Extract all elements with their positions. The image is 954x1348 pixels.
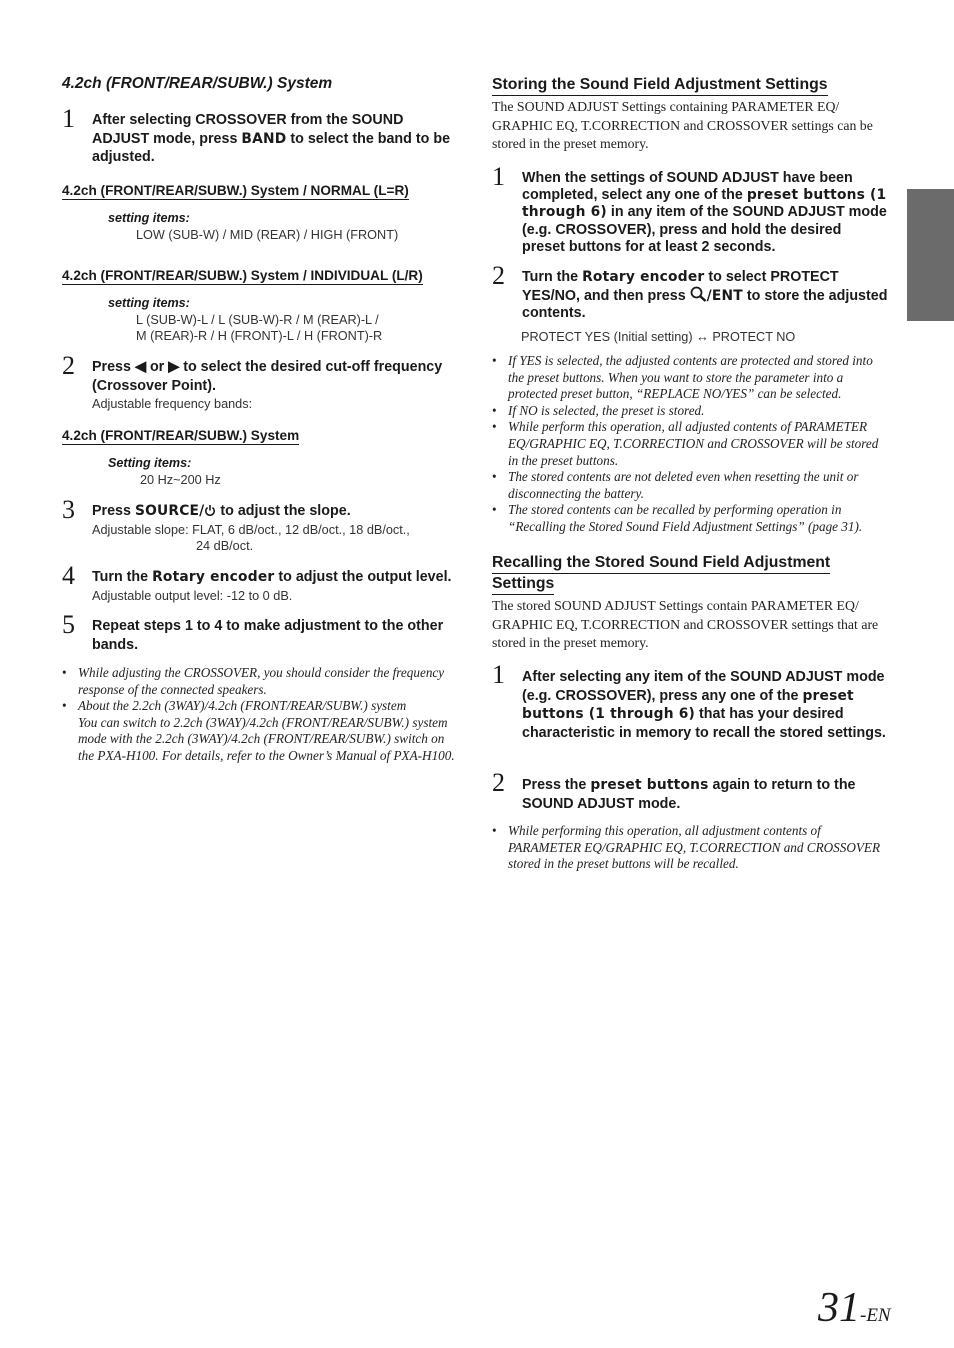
setting-items-label: Setting items: [108,456,192,470]
note-item: • The stored contents are not deleted even when resetting the unit or disconnecting the battery. [492,469,890,502]
store-heading: Storing the Sound Field Adjustment Settings [492,75,828,96]
setting-items-value: 20 Hz~200 Hz [140,473,221,487]
recall-notes [492,823,890,873]
step-number: 2 [492,768,505,797]
right-arrow-icon: ▶ [168,359,180,375]
step-text: Press ◀ or ▶ to select the desired cut-off frequency (Crossover Point). [92,359,443,394]
store-heading-wrap [492,75,828,96]
step-text: Turn the Rotary encoder to select PROTECT YES/NO, and then press /ENT to store the adjusted contents. [522,269,888,321]
store-notes [492,353,890,536]
left-step-4 [62,563,466,605]
step-number: 1 [62,104,75,133]
page-number: 31-EN [818,1285,891,1331]
step-subtext: 24 dB/oct. [196,539,254,553]
left-step-2 [62,353,466,413]
protect-options: PROTECT YES (Initial setting) ↔ PROTECT NO [521,330,796,344]
subsection-heading: 4.2ch (FRONT/REAR/SUBW.) System / NORMAL (L=R) [62,183,409,198]
normal-subsection [62,182,409,200]
step-number: 3 [62,495,75,524]
recall-heading-wrap [492,553,890,595]
rotary-encoder-key: Rotary encoder [152,569,275,585]
step-number: 4 [62,561,75,590]
step-text: After selecting CROSSOVER from the SOUND ADJUST mode, press BAND to select the band to be adjusted. [92,112,451,165]
note-item: • About the 2.2ch (3WAY)/4.2ch (FRONT/REAR/SUBW.) system You can switch to 2.2ch (3WAY)/4.2ch (FRONT/REAR/SUBW.) system mode with the 2.2ch (3WAY)/4.2ch (FRONT/REAR/SUBW.) switch on the PXA-H100. For details, refer to the Owner’s Manual of PXA-H100. [62,698,462,764]
setting-items-value: L (SUB-W)-L / L (SUB-W)-R / M (REAR)-L / [136,313,379,327]
left-step-5 [62,612,466,654]
left-notes [62,665,462,765]
recall-step-1 [492,662,890,762]
note-item: • While performing this operation, all adjustment contents of PARAMETER EQ/GRAPHIC EQ, T.CORRECTION and CROSSOVER stored in the preset buttons will be recalled. [492,823,890,873]
left-step-3 [62,497,466,557]
section-title: 4.2ch (FRONT/REAR/SUBW.) System [62,75,333,92]
source-key: SOURCE/ [134,503,205,519]
step-number: 2 [492,261,505,290]
double-arrow-icon: ↔ [696,330,709,344]
left-step-1 [62,106,466,168]
step-subtext: Adjustable slope: FLAT, 6 dB/oct., 12 dB/oct., 18 dB/oct., [92,523,410,537]
store-intro: The SOUND ADJUST Settings containing PARAMETER EQ/ GRAPHIC EQ, T.CORRECTION and CROSSOVER settings can be stored in the preset memory. [492,99,873,151]
rotary-encoder-key: Rotary encoder [582,269,705,285]
recall-heading: Recalling the Stored Sound Field Adjustment [492,553,830,574]
recall-step-2 [492,770,890,816]
step-text: When the settings of SOUND ADJUST have been completed, select any one of the preset buttons (1 through 6) in any item of the SOUND ADJUST mode (e.g. CROSSOVER), press and hold the desired preset buttons for at least 2 seconds. [522,170,887,255]
subsection-heading: 4.2ch (FRONT/REAR/SUBW.) System [62,428,300,443]
note-item: • The stored contents can be recalled by performing operation in “Recalling the Stored Sound Field Adjustment Settings” (page 31). [492,502,890,535]
step-text: Press SOURCE/ to adjust the slope. [92,503,351,519]
individual-subsection [62,267,423,285]
store-step-1 [492,164,890,254]
step-subtext: Adjustable frequency bands: [92,397,253,411]
note-item: • If NO is selected, the preset is stored. [492,403,890,420]
left-arrow-icon: ◀ [134,359,146,375]
band-key: BAND [241,130,287,147]
step-text: Turn the Rotary encoder to adjust the output level. [92,569,452,585]
power-icon [204,504,216,517]
store-step-2 [492,263,890,325]
side-tab-marker [907,189,954,321]
recall-heading: Settings [492,574,554,595]
note-item: • While adjusting the CROSSOVER, you should consider the frequency response of the connected speakers. [62,665,462,698]
setting-items-value: M (REAR)-R / H (FRONT)-L / H (FRONT)-R [136,329,383,343]
subsection-heading: 4.2ch (FRONT/REAR/SUBW.) System / INDIVIDUAL (L/R) [62,268,423,283]
preset-buttons-key: preset buttons (1 through 6) [522,187,887,221]
ent-key: /ENT [706,287,743,304]
step-text: Repeat steps 1 to 4 to make adjustment to the other bands. [92,618,444,653]
step-number: 1 [492,660,505,689]
preset-buttons-key: preset buttons (1 through 6) [522,687,854,722]
step-number: 1 [492,162,505,191]
setting-items-value: LOW (SUB-W) / MID (REAR) / HIGH (FRONT) [136,228,399,242]
step-text: After selecting any item of the SOUND ADJUST mode (e.g. CROSSOVER), press any one of the preset buttons (1 through 6) that has your desired characteristic in memory to recall the stored settings. [522,669,886,741]
note-item: • If YES is selected, the adjusted contents are protected and stored into the preset buttons. When you want to store the parameter into a protected preset button, “REPLACE NO/YES” can be selected. [492,353,890,403]
recall-intro: The stored SOUND ADJUST Settings contain PARAMETER EQ/ GRAPHIC EQ, T.CORRECTION and CROSSOVER settings that are stored in the preset memory. [492,598,879,650]
setting-items-label: setting items: [108,211,190,225]
setting-items-label: setting items: [108,296,190,310]
search-icon [690,286,707,302]
system-subsection [62,427,299,445]
step-subtext: Adjustable output level: -12 to 0 dB. [92,589,293,603]
preset-buttons-key: preset buttons [590,777,709,793]
step-number: 2 [62,351,75,380]
step-number: 5 [62,610,75,639]
note-item: • While perform this operation, all adjusted contents of PARAMETER EQ/GRAPHIC EQ, T.CORRECTION and CROSSOVER will be stored in the preset buttons. [492,419,890,469]
step-text: Press the preset buttons again to return to the SOUND ADJUST mode. [522,777,856,812]
